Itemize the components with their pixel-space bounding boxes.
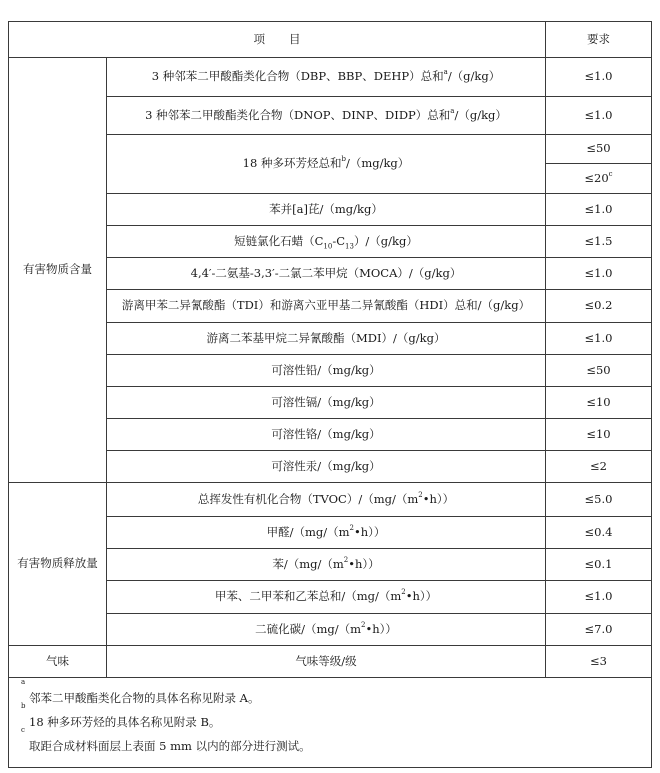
item-cell: 3 种邻苯二甲酸酯类化合物（DBP、BBP、DEHP）总和$^a$/（g/kg）: [107, 58, 546, 97]
footnote: c 取距合成材料面层上表面 5 mm 以内的部分进行测试。: [21, 726, 311, 753]
requirement-cell: ≤5.0: [546, 483, 652, 517]
requirement-cell: ≤7.0: [546, 614, 652, 646]
group-hazardous-content: 有害物质含量: [9, 58, 107, 483]
item-cell: 游离甲苯二异氰酸酯（TDI）和游离六亚甲基二异氰酸酯（HDI）总和/（g/kg）: [107, 290, 546, 323]
item-cell: 苯并[a]芘/（mg/kg）: [107, 194, 546, 226]
table-row: [9, 646, 652, 678]
footnotes: [9, 678, 652, 768]
footnotes-row: [9, 678, 652, 768]
group-odor: 气味: [9, 646, 107, 678]
requirement-column-header: 要求: [546, 22, 652, 58]
requirement-cell: ≤20$^c$: [546, 164, 652, 194]
requirement-cell: ≤1.0: [546, 258, 652, 290]
footnote-mark: b: [21, 702, 26, 710]
item-cell: 可溶性汞/（mg/kg）: [107, 451, 546, 483]
footnote-mark: c: [21, 726, 25, 734]
requirement-cell: ≤3: [546, 646, 652, 678]
item-cell: 短链氯化石蜡$(C_{10}-C_{13})/(g/kg)$: [107, 226, 546, 258]
requirements-table: [8, 21, 652, 768]
item-cell: 二硫化碳/（mg/（m$^2$•h））: [107, 614, 546, 646]
footnote-mark: a: [21, 678, 26, 686]
item-column-header: 项 目: [9, 22, 546, 58]
requirement-cell: ≤1.0: [546, 97, 652, 135]
item-cell: 可溶性镉/（mg/kg）: [107, 387, 546, 419]
table-row: [9, 483, 652, 517]
item-cell: 甲苯、二甲苯和乙苯总和/（mg/（m$^2$•h））: [107, 581, 546, 614]
requirement-cell: ≤1.0: [546, 58, 652, 97]
requirement-cell: ≤10: [546, 419, 652, 451]
requirement-cell: ≤1.0: [546, 323, 652, 355]
requirement-cell: ≤50: [546, 135, 652, 164]
item-cell: 苯/（mg/（m$^2$•h））: [107, 549, 546, 581]
group-hazardous-release: 有害物质释放量: [9, 483, 107, 646]
requirement-cell: ≤1.0: [546, 194, 652, 226]
item-cell: 可溶性铬/（mg/kg）: [107, 419, 546, 451]
table-header-row: [9, 22, 652, 58]
item-cell: 3 种邻苯二甲酸酯类化合物（DNOP、DINP、DIDP）总和$^a$/（g/kg）: [107, 97, 546, 135]
requirement-cell: ≤1.0: [546, 581, 652, 614]
item-cell: 可溶性铅/（mg/kg）: [107, 355, 546, 387]
requirement-cell: ≤0.1: [546, 549, 652, 581]
requirement-cell: ≤1.5: [546, 226, 652, 258]
requirement-cell: ≤50: [546, 355, 652, 387]
item-cell: 游离二苯基甲烷二异氰酸酯（MDI）/（g/kg）: [107, 323, 546, 355]
requirement-cell: ≤0.2: [546, 290, 652, 323]
item-cell: 18 种多环芳烃总和$^b$/（mg/kg）: [107, 135, 546, 194]
item-cell: 总挥发性有机化合物（TVOC）/（mg/（m$^2$•h））: [107, 483, 546, 517]
item-cell: 甲醛/（mg/（m$^2$•h））: [107, 517, 546, 549]
footnote: b 18 种多环芳烃的具体名称见附录 B。: [21, 702, 221, 729]
item-cell: 4,4′-二氨基-3,3′-二氯二苯甲烷（MOCA）/（g/kg）: [107, 258, 546, 290]
requirement-cell: ≤10: [546, 387, 652, 419]
table-row: [9, 58, 652, 97]
footnote: a 邻苯二甲酸酯类化合物的具体名称见附录 A。: [21, 678, 260, 705]
requirement-cell: ≤0.4: [546, 517, 652, 549]
item-cell: 气味等级/级: [107, 646, 546, 678]
requirement-cell: ≤2: [546, 451, 652, 483]
